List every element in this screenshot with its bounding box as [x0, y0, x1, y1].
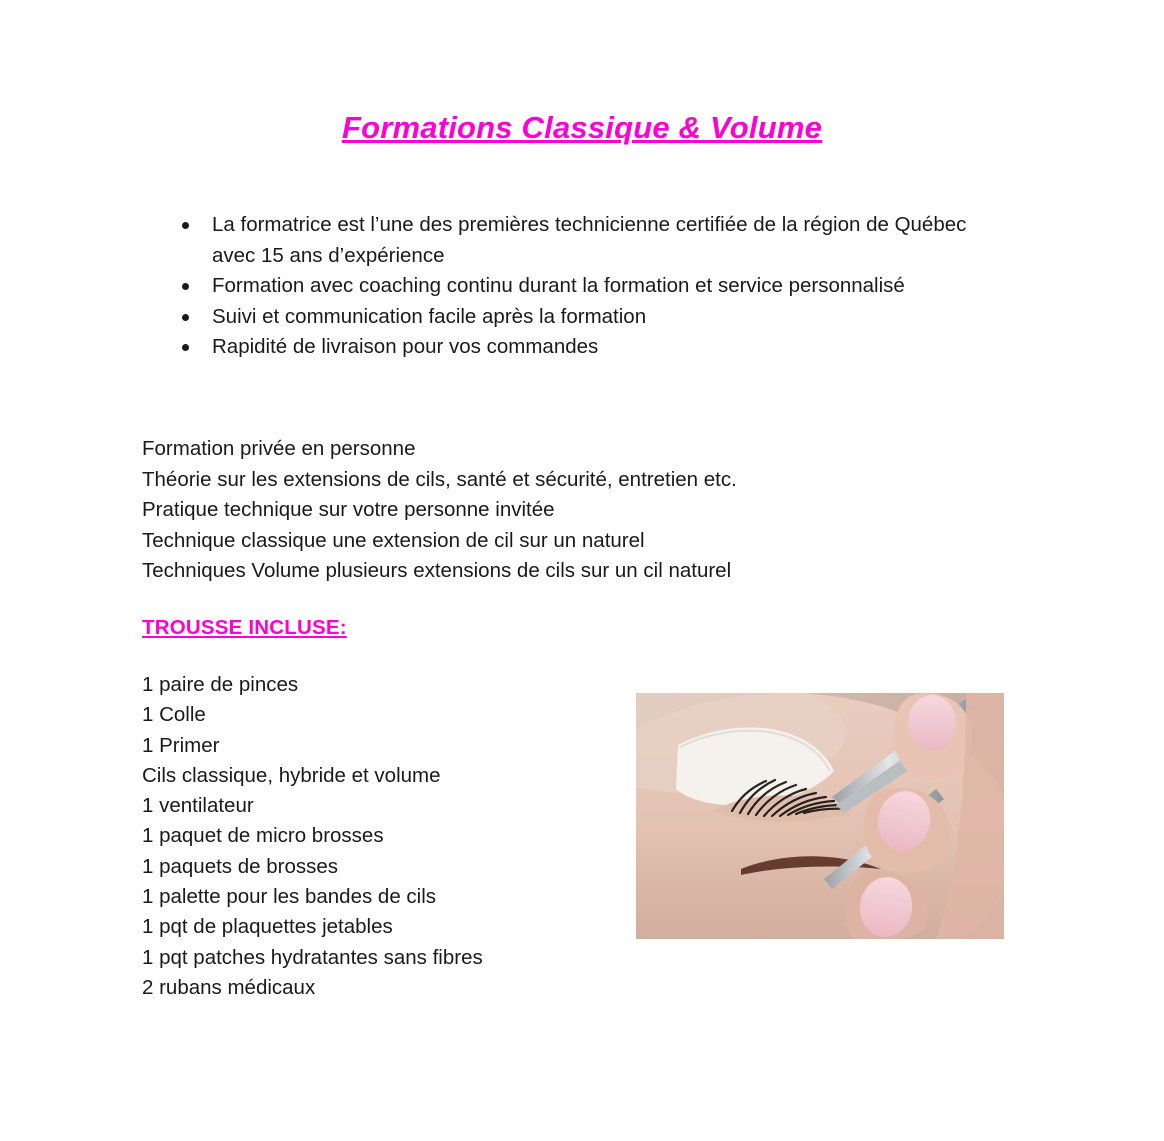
list-item: 1 ventilateur [142, 794, 254, 818]
list-item: 1 Primer [142, 733, 220, 757]
course-description [142, 434, 1002, 587]
description-line: Technique classique une extension de cil sur un naturel [142, 528, 645, 552]
description-line: Théorie sur les extensions de cils, santé et sécurité, entretien etc. [142, 467, 737, 491]
bullet-icon [182, 314, 189, 321]
kit-section-heading: TROUSSE INCLUSE: [142, 616, 347, 639]
list-item-label: Formation avec coaching continu durant la formation et service personnalisé [212, 274, 905, 297]
bullet-icon [182, 283, 189, 290]
bullet-icon [182, 222, 189, 229]
bullet-icon [182, 344, 189, 351]
list-item: Cils classique, hybride et volume [142, 763, 441, 787]
description-line: Pratique technique sur votre personne invitée [142, 498, 555, 521]
list-item-label: La formatrice est l’une des premières technicienne certifiée de la région de Québec avec 15 ans d’expérience [212, 213, 967, 267]
list-item: 1 paire de pinces [142, 673, 299, 696]
list-item: 1 pqt patches hydratantes sans fibres [142, 945, 483, 969]
description-line: Techniques Volume plusieurs extensions de cils sur un cil naturel [142, 559, 732, 582]
list-item: 1 pqt de plaquettes jetables [142, 915, 393, 939]
highlights-list [176, 210, 1006, 363]
page-title: Formations Classique & Volume [341, 110, 823, 145]
list-item-label: Suivi et communication facile après la formation [212, 304, 647, 328]
kit-items-list [142, 670, 612, 1003]
list-item [176, 302, 1006, 333]
list-item-label: Rapidité de livraison pour vos commandes [212, 335, 599, 358]
description-line: Formation privée en personne [142, 437, 416, 460]
list-item: 1 paquet de micro brosses [142, 824, 384, 848]
list-item [176, 210, 1006, 271]
list-item: 2 rubans médicaux [142, 975, 316, 999]
eyelash-extension-photo [636, 693, 1004, 939]
list-item [176, 271, 1006, 302]
list-item [176, 332, 1006, 363]
list-item: 1 Colle [142, 703, 206, 727]
list-item: 1 palette pour les bandes de cils [142, 885, 437, 909]
list-item: 1 paquets de brosses [142, 854, 339, 878]
